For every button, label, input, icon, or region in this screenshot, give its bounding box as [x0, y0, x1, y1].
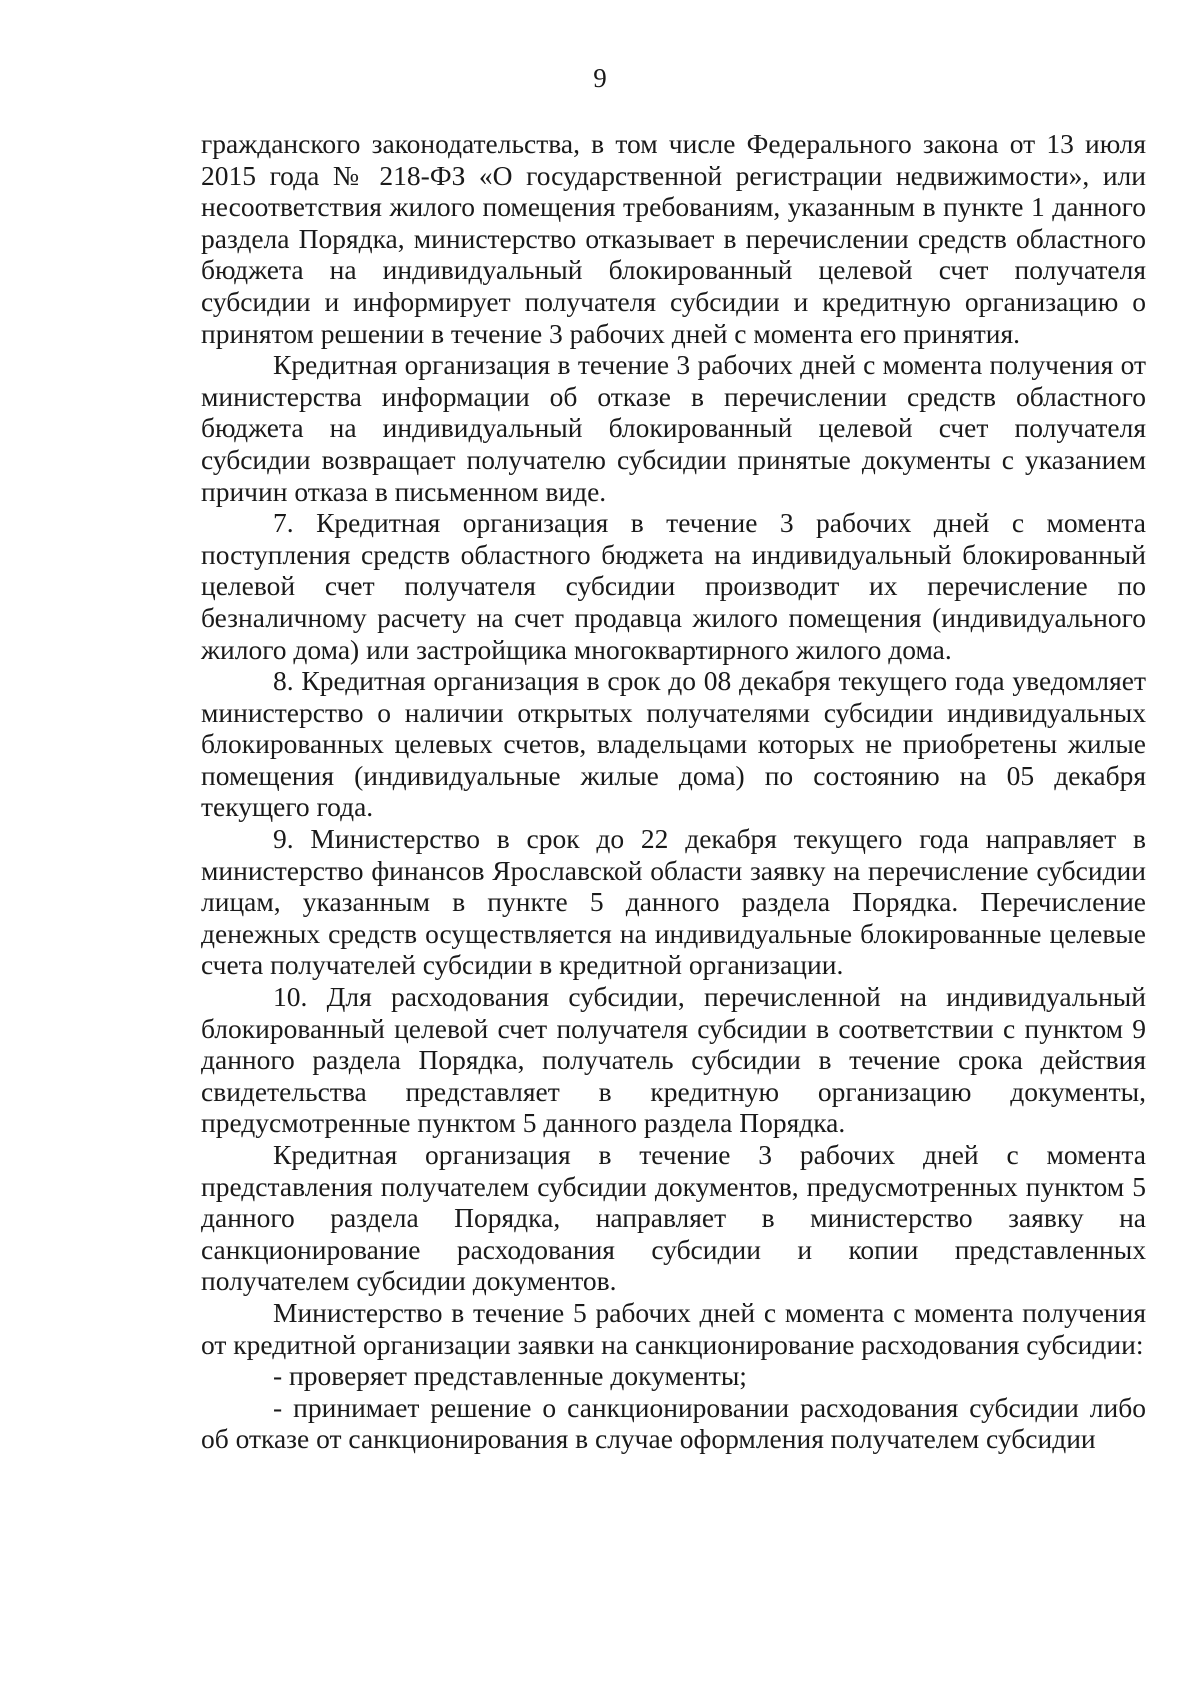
document-body	[201, 128, 1146, 1455]
paragraph-ministry-review: Министерство в течение 5 рабочих дней с момента с момента получения от кредитной организации заявки на санкционирование расходования субсидии:	[201, 1296, 1146, 1360]
list-item-decision: - принимает решение о санкционировании расходования субсидии либо об отказе от санкционирования в случае оформления получателем субсидии	[201, 1391, 1146, 1455]
paragraph-item-7: 7. Кредитная организация в течение 3 рабочих дней с момента поступления средств областного бюджета на индивидуальный блокированный целевой счет получателя субсидии производит их перечисление по безналичному расчету на счет продавца жилого помещения (индивидуального жилого дома) или застройщика многоквартирного жилого дома.	[201, 507, 1146, 665]
paragraph-credit-org-request: Кредитная организация в течение 3 рабочих дней с момента представления получателем субсидии документов, предусмотренных пунктом 5 данного раздела Порядка, направляет в министерство заявку на санкционирование расходования субсидии и копии представленных получателем субсидии документов.	[201, 1139, 1146, 1297]
paragraph-item-10: 10. Для расходования субсидии, перечисленной на индивидуальный блокированный целевой счет получателя субсидии в соответствии с пунктом 9 данного раздела Порядка, получатель субсидии в течение срока действия свидетельства представляет в кредитную организацию документы, предусмотренные пунктом 5 данного раздела Порядка.	[201, 981, 1146, 1139]
list-item-check-documents: - проверяет представленные документы;	[273, 1360, 747, 1392]
paragraph-item-9: 9. Министерство в срок до 22 декабря текущего года направляет в министерство финансов Ярославской области заявку на перечисление субсидии лицам, указанным в пункте 5 данного раздела Порядка. Перечисление денежных средств осуществляется на индивидуальные блокированные целевые счета получателей субсидии в кредитной организации.	[201, 823, 1146, 981]
paragraph-item-8: 8. Кредитная организация в срок до 08 декабря текущего года уведомляет министерство о наличии открытых получателями субсидии индивидуальных блокированных целевых счетов, владельцами которых не приобретены жилые помещения (индивидуальные жилые дома) по состоянию на 05 декабря текущего года.	[201, 665, 1146, 823]
paragraph-credit-org-return-docs: Кредитная организация в течение 3 рабочих дней с момента получения от министерства информации об отказе в перечислении средств областного бюджета на индивидуальный блокированный целевой счет получателя субсидии возвращает получателю субсидии принятые документы с указанием причин отказа в письменном виде.	[201, 349, 1146, 507]
paragraph-continuation: гражданского законодательства, в том числе Федерального закона от 13 июля 2015 года № 218-ФЗ «О государственной регистрации недвижимости», или несоответствия жилого помещения требованиям, указанным в пункте 1 данного раздела Порядка, министерство отказывает в перечислении средств областного бюджета на индивидуальный блокированный целевой счет получателя субсидии и информирует получателя субсидии и кредитную организацию о принятом решении в течение 3 рабочих дней с момента его принятия.	[201, 128, 1146, 349]
page-number: 9	[593, 63, 607, 93]
